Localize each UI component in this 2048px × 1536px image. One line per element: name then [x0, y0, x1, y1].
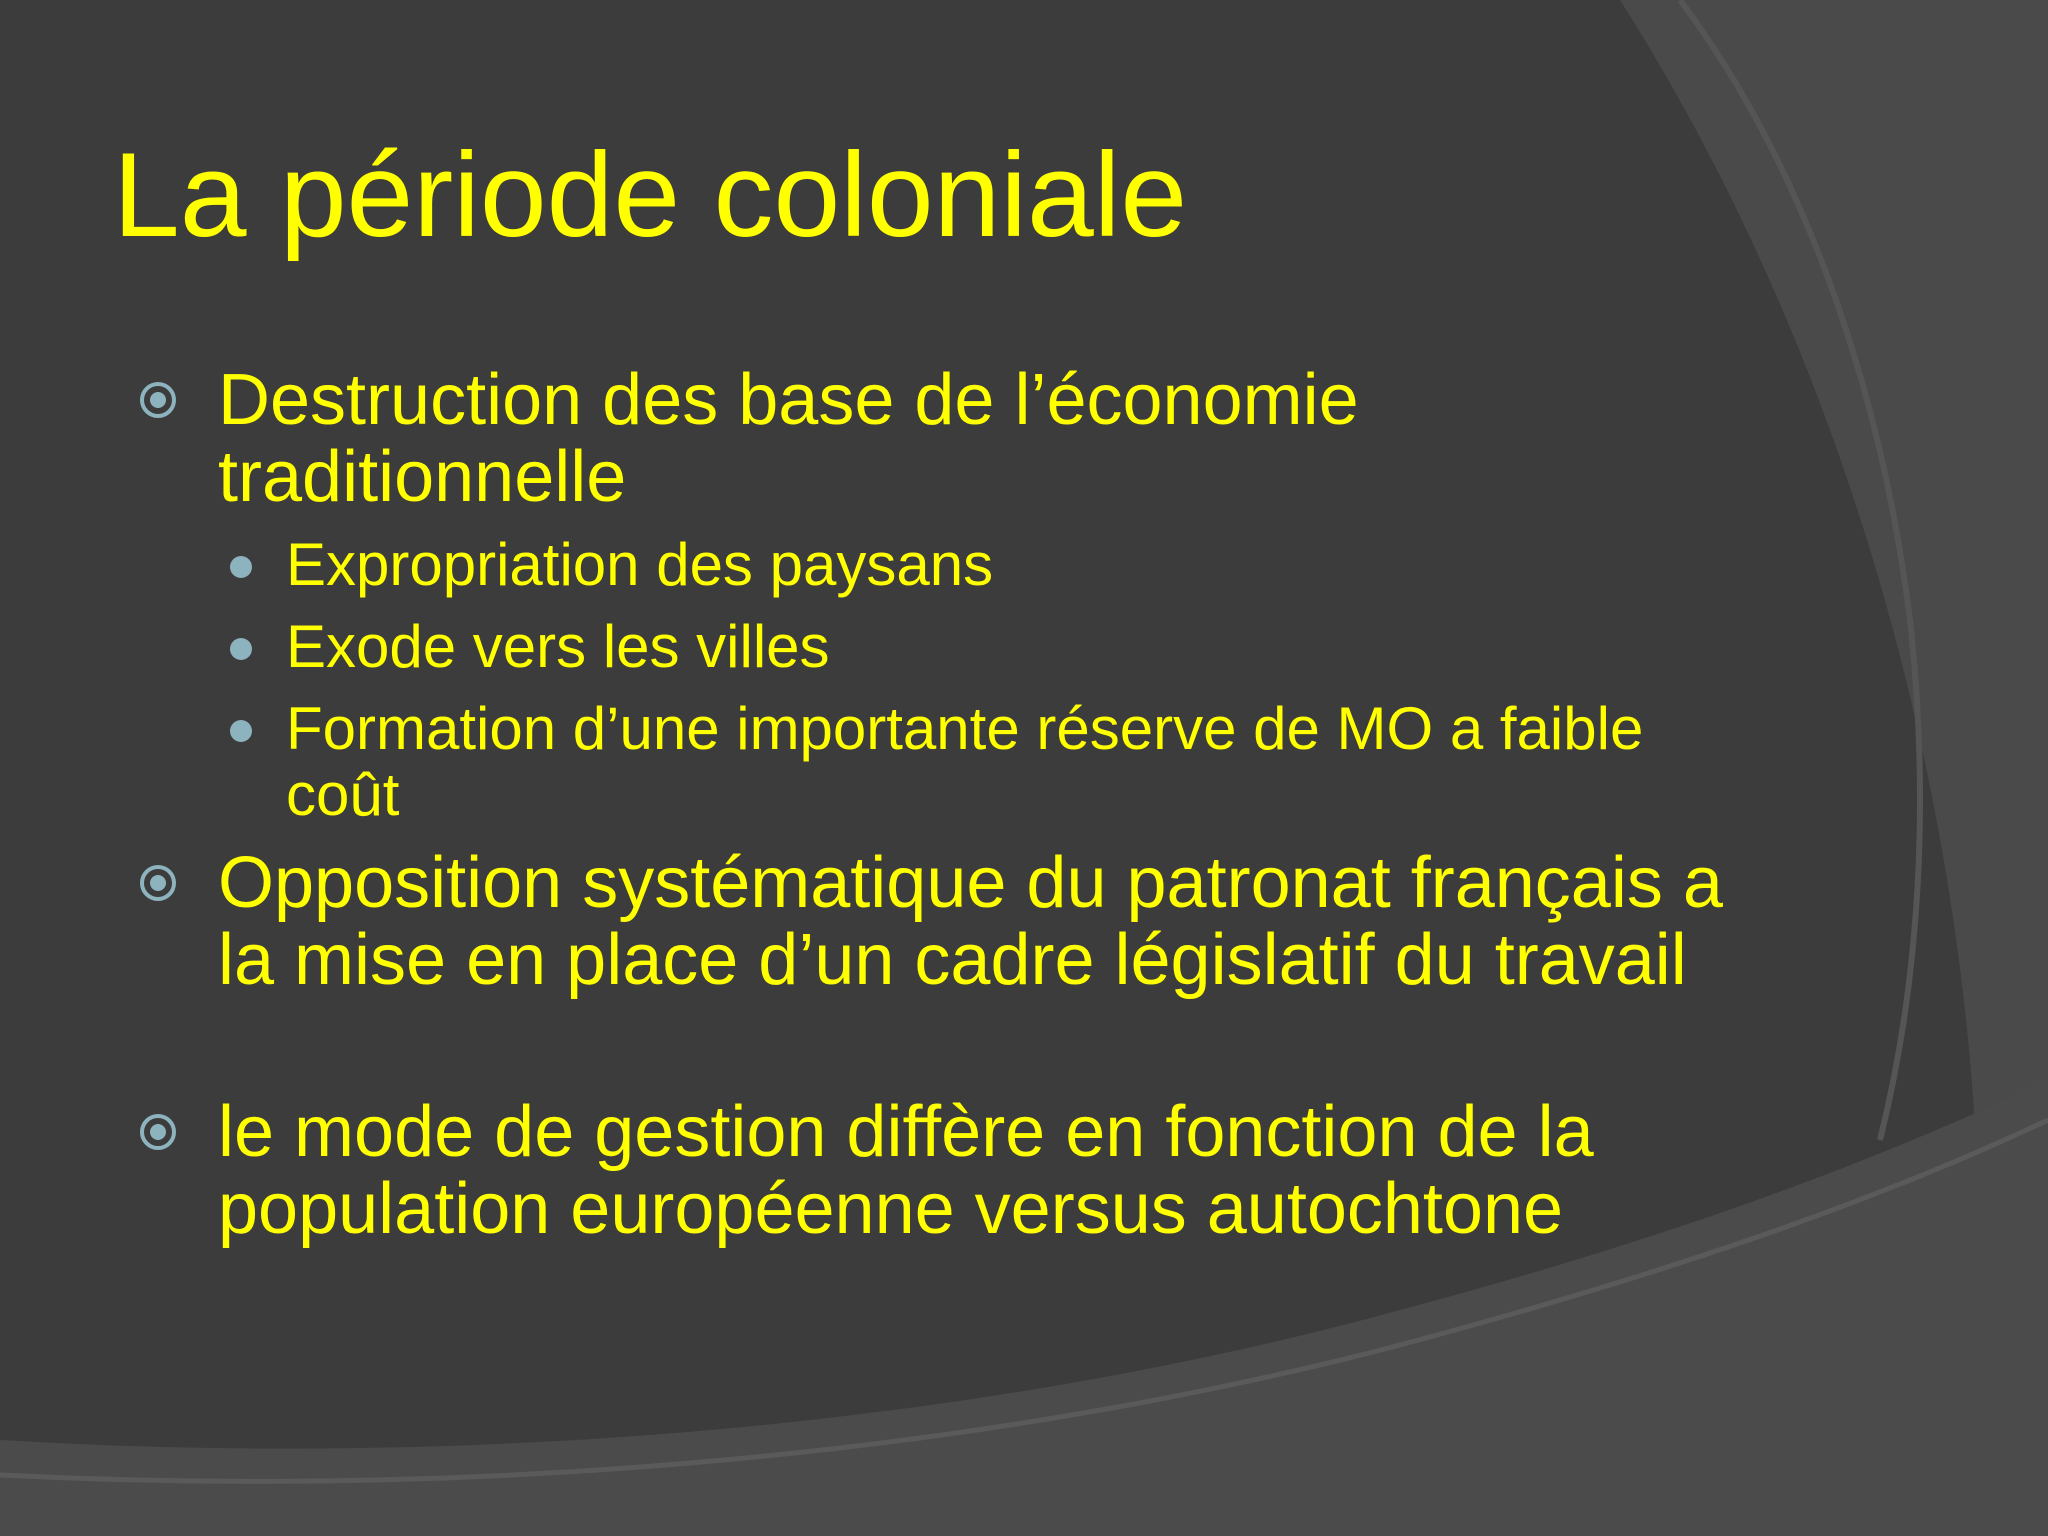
- bullet-1: [218, 362, 1738, 516]
- sub-bullet-3: [286, 696, 1706, 828]
- sub-bullet-2: [286, 614, 1706, 680]
- slide-title: La période coloniale: [113, 128, 1188, 262]
- dot-icon: [230, 638, 252, 660]
- bullet-text: le mode de gestion diffère en fonction de la population européenne versus autochtone: [218, 1092, 1594, 1249]
- dot-icon: [230, 720, 252, 742]
- dot-icon: [230, 556, 252, 578]
- bullet-text: Opposition systématique du patronat français a la mise en place d’un cadre législatif du travail: [218, 843, 1723, 1000]
- circled-dot-icon: [138, 380, 178, 420]
- bullet-text: Destruction des base de l’économie traditionnelle: [218, 360, 1359, 517]
- sub-bullet-1: [286, 532, 1706, 598]
- circled-dot-icon: [138, 863, 178, 903]
- bullet-2: [218, 845, 1738, 999]
- sub-bullet-text: Exode vers les villes: [286, 613, 830, 680]
- circled-dot-icon: [138, 1112, 178, 1152]
- sub-bullet-text: Formation d’une importante réserve de MO a faible coût: [286, 695, 1644, 828]
- sub-bullet-text: Expropriation des paysans: [286, 531, 994, 598]
- bullet-3: [218, 1094, 1738, 1248]
